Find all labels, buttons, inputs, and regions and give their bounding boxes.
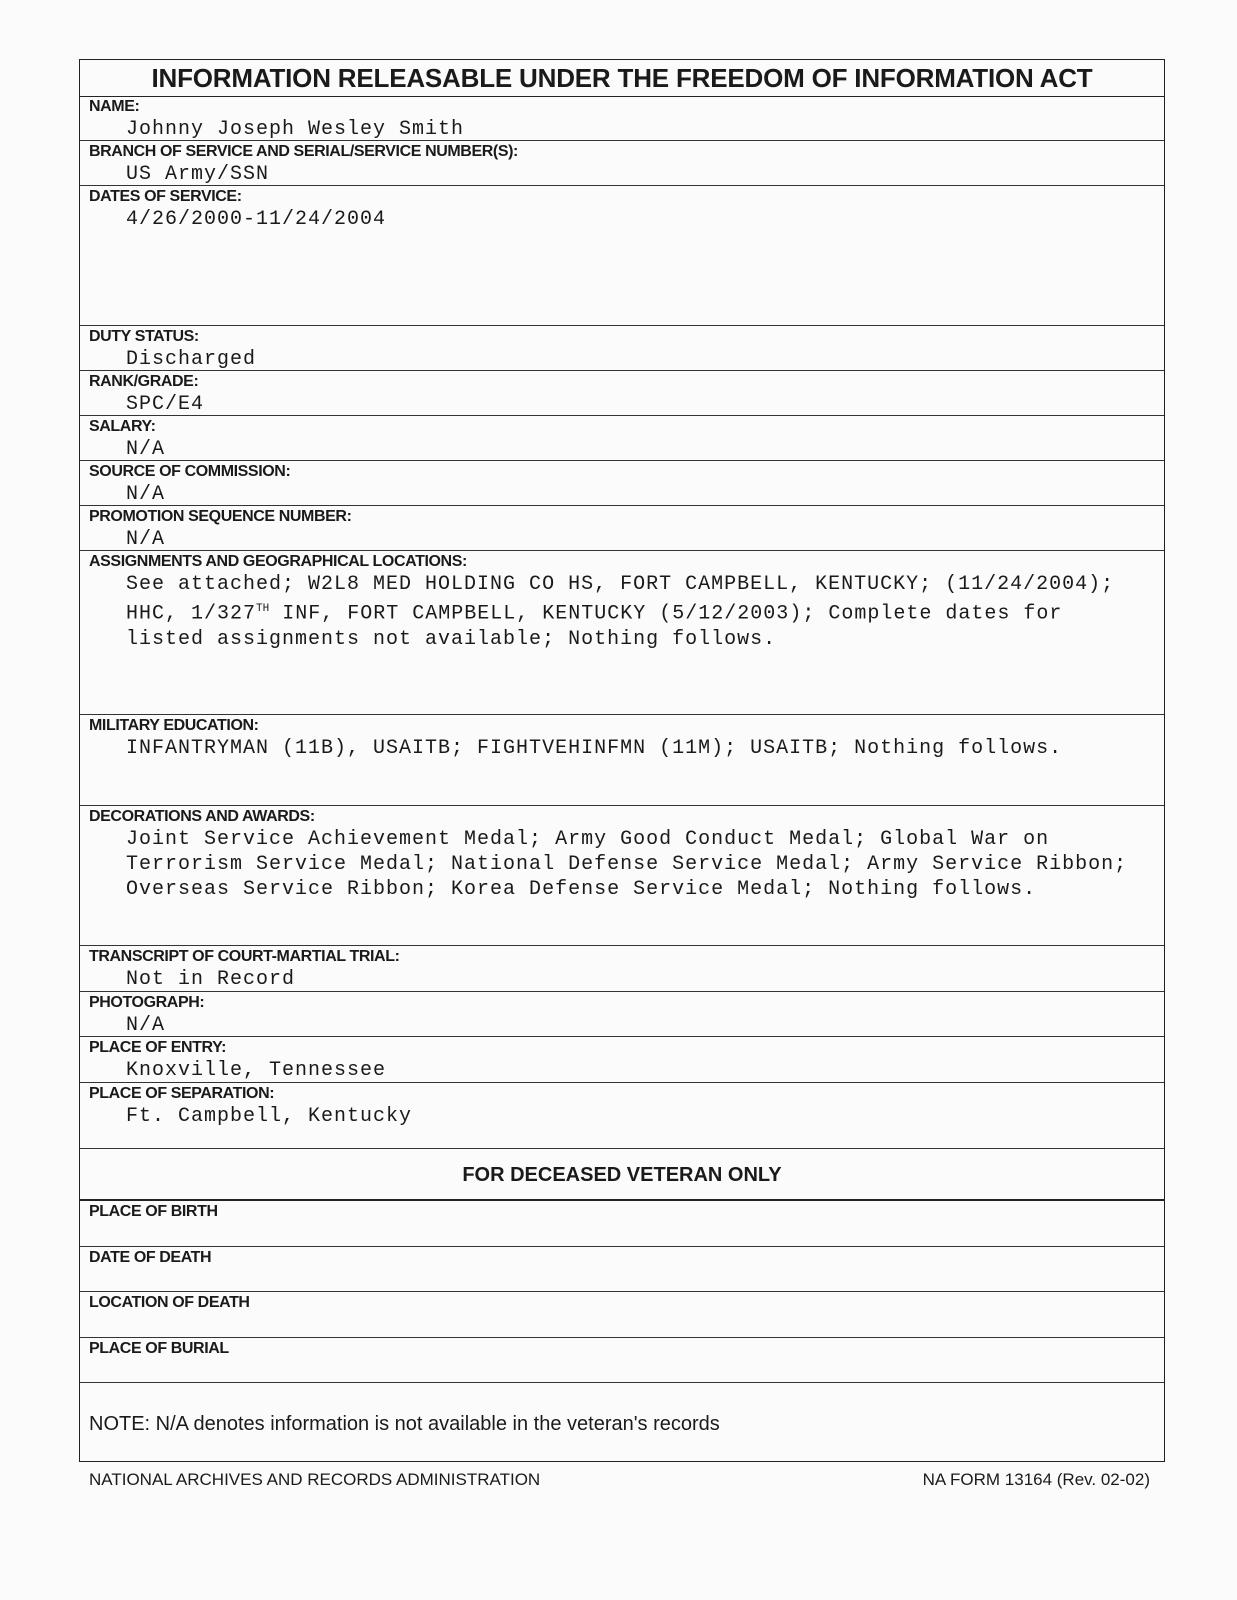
field-label: DATE OF DEATH (89, 1248, 212, 1266)
section-promotion-sequence-number (80, 506, 1164, 551)
section-salary (80, 416, 1164, 461)
section-place-of-burial (80, 1338, 1164, 1384)
section-name (80, 96, 1164, 141)
field-label: PLACE OF SEPARATION: (89, 1085, 275, 1102)
field-value: N/A (126, 528, 166, 551)
field-label: PLACE OF BIRTH (89, 1203, 218, 1220)
field-value: 4/26/2000-11/24/2004 (126, 208, 387, 231)
value-line: TH (256, 603, 270, 615)
field-value: N/A (126, 483, 166, 506)
section-place-of-separation (80, 1083, 1164, 1149)
section-source-of-commission (80, 461, 1164, 506)
field-label: DECORATIONS AND AWARDS: (89, 808, 315, 825)
field-label: PLACE OF BURIAL (89, 1339, 229, 1357)
section-location-of-death (80, 1292, 1164, 1338)
value-line: HHC, 1/327 (126, 602, 257, 626)
form-title: INFORMATION RELEASABLE UNDER THE FREEDOM OF INFORMATION ACT (80, 60, 1164, 97)
value-line: INF, FORT CAMPBELL, KENTUCKY (5/12/2003); Complete dates for (269, 602, 1063, 626)
field-label: PLACE OF ENTRY: (89, 1039, 227, 1056)
section-date-of-death (80, 1247, 1164, 1293)
field-label: DUTY STATUS: (89, 328, 199, 345)
field-label: NAME: (89, 98, 140, 115)
field-label: PHOTOGRAPH: (89, 994, 205, 1011)
field-label: MILITARY EDUCATION: (89, 717, 259, 734)
section-duty-status (80, 326, 1164, 371)
section-photograph (80, 992, 1164, 1037)
field-label: LOCATION OF DEATH (89, 1294, 250, 1311)
field-value: Johnny Joseph Wesley Smith (126, 118, 465, 141)
field-label: DATES OF SERVICE: (89, 188, 242, 205)
section-transcript-of-court-martial-trial (80, 946, 1164, 992)
field-value: US Army/SSN (126, 163, 270, 186)
field-value: Ft. Campbell, Kentucky (126, 1105, 413, 1128)
section-branch-of-service-and-serial-service-number-s (80, 141, 1164, 186)
section-rank-grade (80, 371, 1164, 416)
field-value: Joint Service Achievement Medal; Army Good Conduct Medal; Global War on Terrorism Service Medal; National Defense Service Medal; Army Service Ribbon; Overseas Service Ribbon; Korea Defense Service Medal; Nothing follows. (126, 828, 1128, 901)
field-value: N/A (126, 438, 166, 461)
field-value: Not in Record (126, 968, 296, 991)
field-label: PROMOTION SEQUENCE NUMBER: (89, 508, 352, 525)
value-line: listed assignments not available; Nothing follows. (126, 627, 777, 651)
field-label: SALARY: (89, 418, 156, 435)
field-label: RANK/GRADE: (89, 373, 199, 390)
field-label: TRANSCRIPT OF COURT-MARTIAL TRIAL: (89, 948, 400, 965)
field-value: Discharged (126, 348, 257, 371)
section-place-of-entry (80, 1037, 1164, 1083)
field-value (126, 572, 1114, 652)
section-place-of-birth (80, 1201, 1164, 1247)
section-assignments-and-geographical-locations (80, 551, 1164, 715)
field-label: ASSIGNMENTS AND GEOGRAPHICAL LOCATIONS: (89, 553, 467, 570)
value-line: See attached; W2L8 MED HOLDING CO HS, FORT CAMPBELL, KENTUCKY; (11/24/2004); (126, 573, 1115, 596)
field-value: INFANTRYMAN (11B), USAITB; FIGHTVEHINFMN (11M); USAITB; Nothing follows. (126, 737, 1063, 760)
section-dates-of-service (80, 186, 1164, 326)
section-decorations-and-awards (80, 806, 1164, 946)
foia-form (79, 59, 1165, 1462)
footer-agency: NATIONAL ARCHIVES AND RECORDS ADMINISTRATION (89, 1470, 541, 1489)
note-section (80, 1383, 1164, 1461)
note-text: NOTE: N/A denotes information is not available in the veteran's records (89, 1413, 720, 1435)
deceased-heading: FOR DECEASED VETERAN ONLY (80, 1149, 1164, 1201)
field-value: Knoxville, Tennessee (126, 1059, 387, 1082)
section-military-education (80, 715, 1164, 806)
field-value: N/A (126, 1014, 166, 1037)
field-value: SPC/E4 (126, 393, 205, 416)
field-label: SOURCE OF COMMISSION: (89, 463, 291, 480)
field-label: BRANCH OF SERVICE AND SERIAL/SERVICE NUMBER(S): (89, 143, 518, 160)
footer-form-number: NA FORM 13164 (Rev. 02-02) (922, 1470, 1150, 1489)
